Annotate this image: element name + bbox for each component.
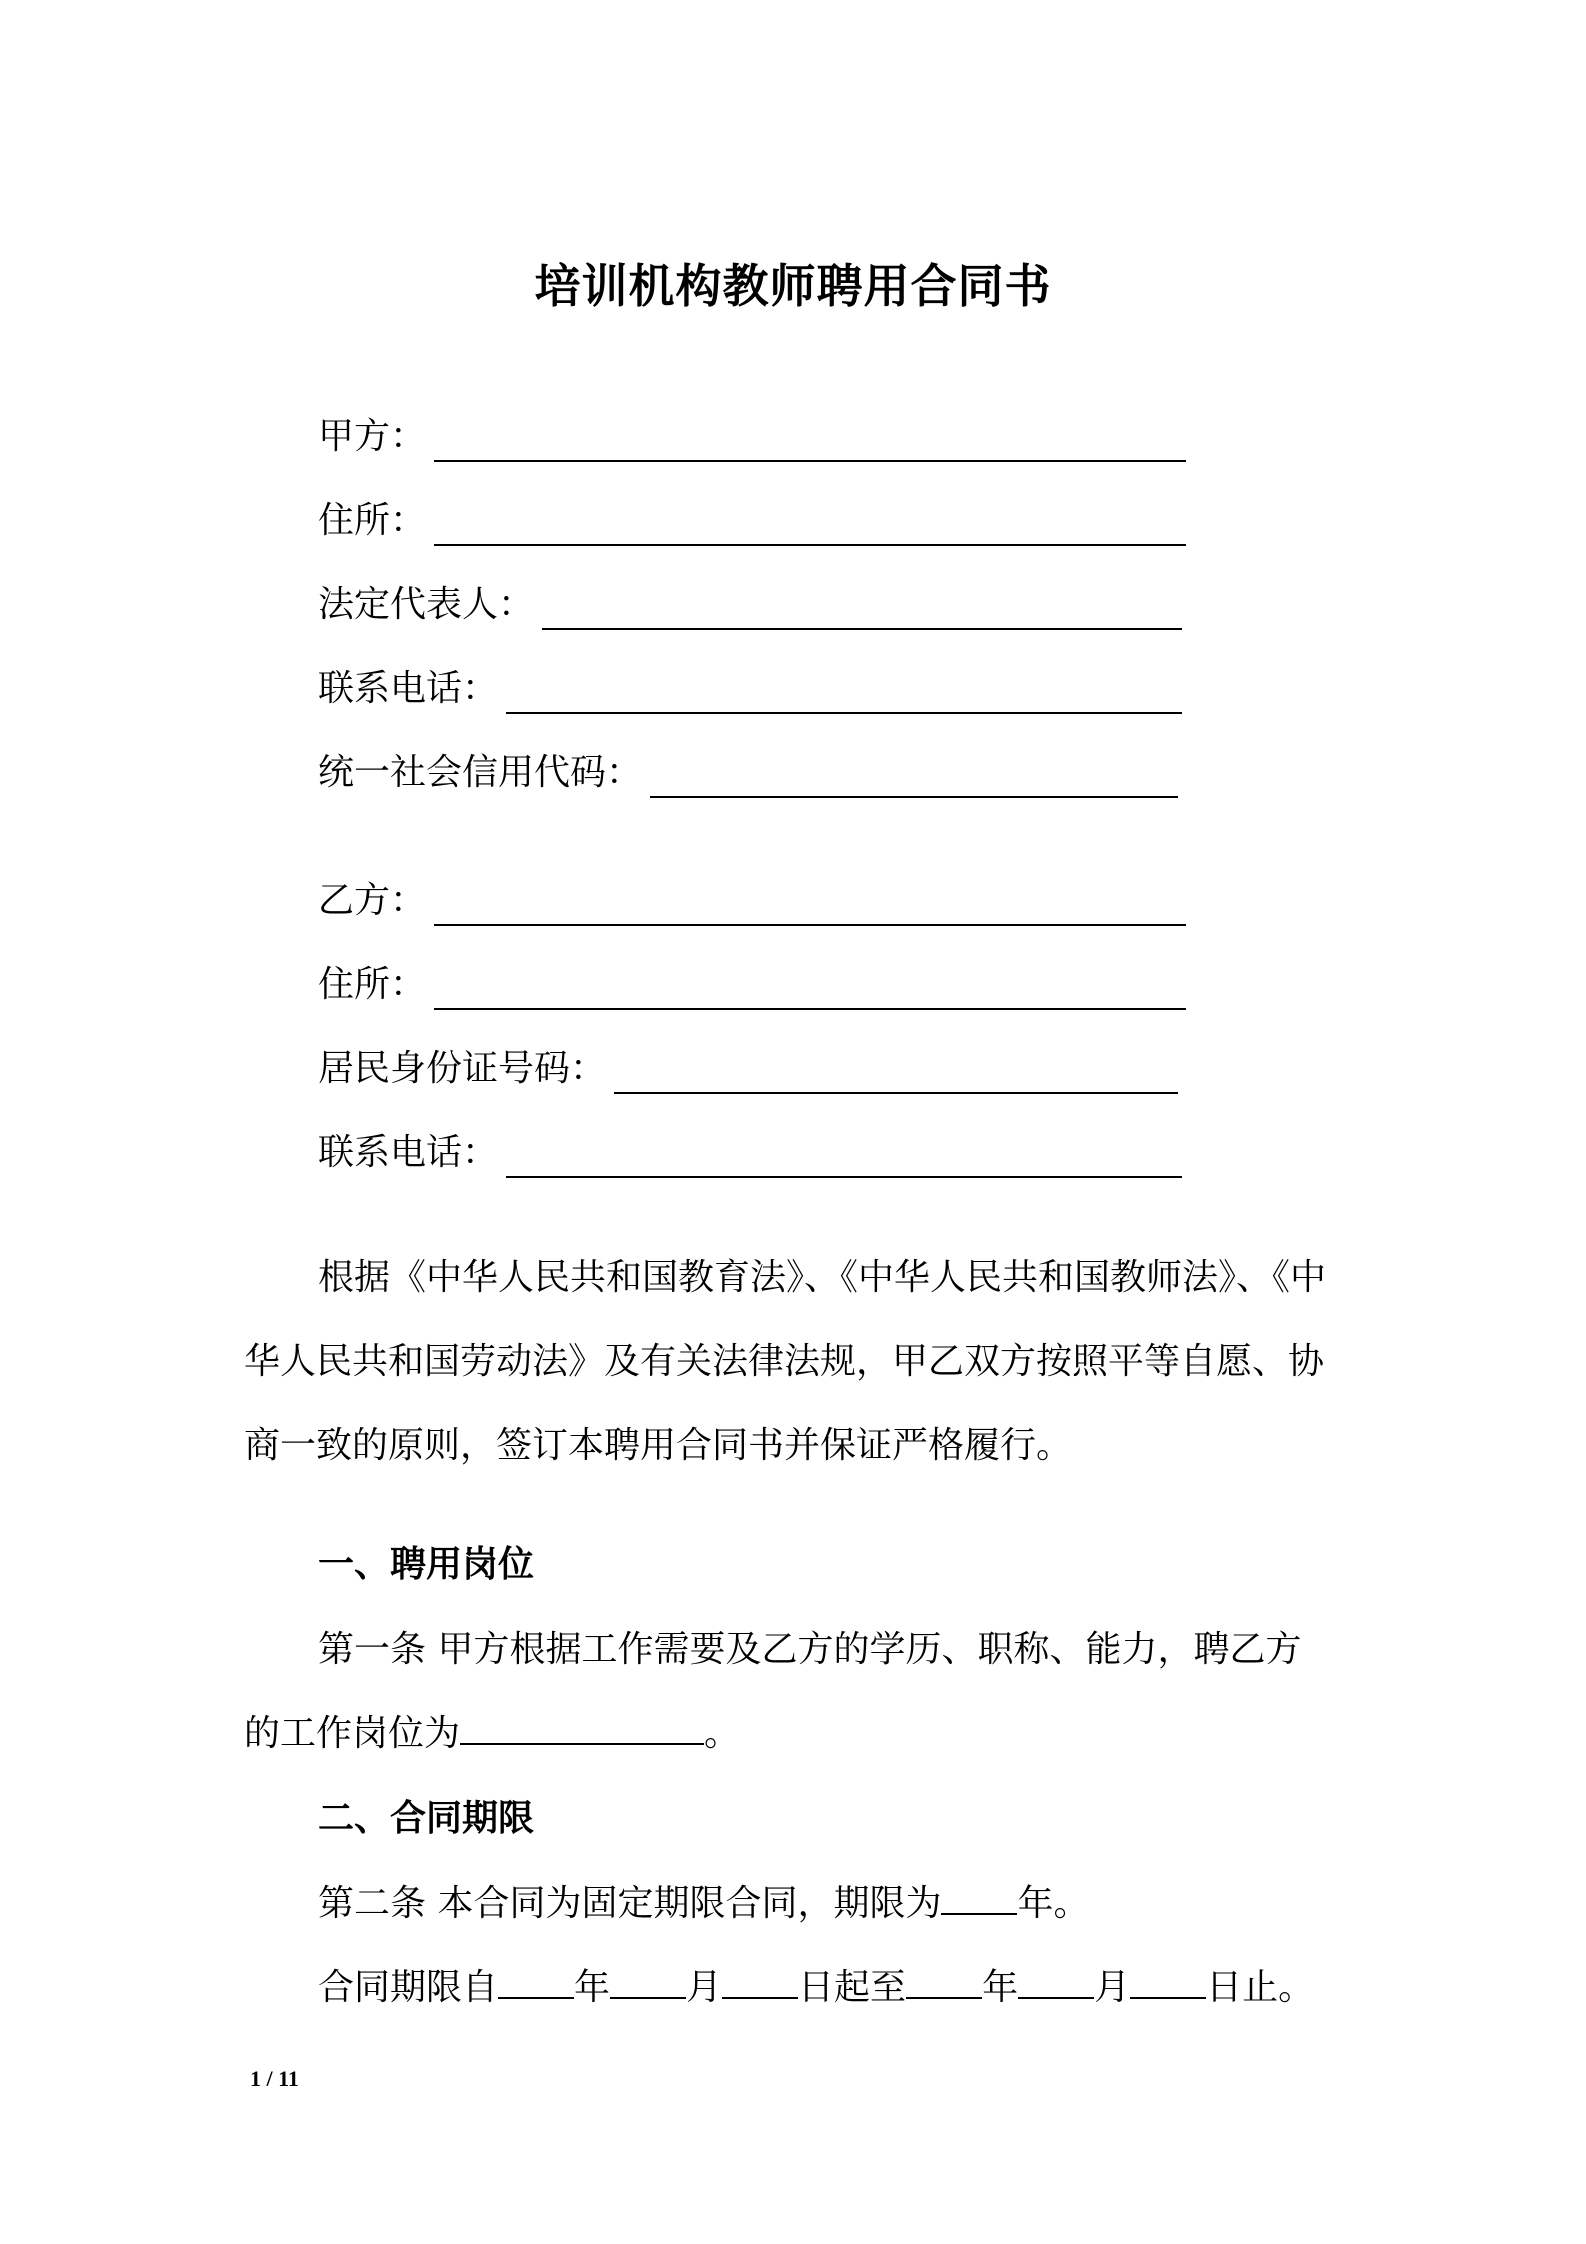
preamble-line-1: 根据《中华人民共和国教育法》、《中华人民共和国教师法》、《中 [318,1257,1327,1298]
start-year-label: 年 [574,1967,611,2008]
party-a-name-label: 甲方： [318,416,427,457]
party-b-id-field [318,1044,1178,1094]
start-day-blank[interactable] [722,1957,798,1999]
position-blank[interactable] [460,1703,704,1745]
start-day-to-label: 日起至 [798,1967,907,2008]
section-2-heading: 二、合同期限 [318,1798,535,1839]
party-a-address-field [318,496,1186,546]
party-b-id-blank[interactable] [614,1048,1178,1094]
party-b-name-blank[interactable] [434,880,1186,926]
end-day-blank[interactable] [1130,1957,1206,1999]
party-a-credit-code-field [318,748,1178,798]
party-a-phone-field [318,664,1182,714]
start-month-label: 月 [686,1967,723,2008]
party-b-address-label: 住所： [318,964,427,1005]
section-1-heading: 一、聘用岗位 [318,1544,535,1585]
party-b-name-field [318,876,1186,926]
page-number: 1 / 11 [250,2066,299,2091]
party-b-id-label: 居民身份证号码： [318,1048,607,1089]
party-b-address-blank[interactable] [434,964,1186,1010]
party-b-phone-blank[interactable] [506,1132,1182,1178]
end-year-label: 年 [982,1967,1019,2008]
article-2-prefix: 第二条 本合同为固定期限合同，期限为 [318,1883,942,1924]
party-b-name-label: 乙方： [318,880,427,921]
article-2-suffix: 年。 [1017,1883,1090,1924]
party-b-phone-field [318,1128,1182,1178]
party-a-legal-rep-field [318,580,1182,630]
article-1-line-1: 第一条 甲方根据工作需要及乙方的学历、职称、能力，聘乙方 [318,1629,1302,1670]
term-dates-line [244,1946,1356,2030]
party-a-phone-blank[interactable] [506,668,1182,714]
party-a-credit-code-label: 统一社会信用代码： [318,752,643,793]
end-day-label: 日止。 [1206,1967,1315,2008]
article-1-line-2 [244,1692,1356,1776]
article-1-position-suffix: 。 [704,1713,741,1754]
party-a-credit-code-blank[interactable] [650,752,1178,798]
end-month-blank[interactable] [1018,1957,1094,1999]
document-title: 培训机构教师聘用合同书 [534,259,1052,313]
party-a-phone-label: 联系电话： [318,668,499,709]
party-a-name-field [318,412,1186,462]
end-month-label: 月 [1094,1967,1131,2008]
preamble-line-3: 商一致的原则，签订本聘用合同书并保证严格履行。 [244,1425,1073,1466]
term-years-blank[interactable] [941,1873,1017,1915]
preamble-line-2: 华人民共和国劳动法》及有关法律法规，甲乙双方按照平等自愿、协 [244,1341,1325,1382]
party-a-name-blank[interactable] [434,416,1186,462]
article-2-line [244,1862,1356,1946]
party-b-phone-label: 联系电话： [318,1132,499,1173]
start-year-blank[interactable] [498,1957,574,1999]
start-month-blank[interactable] [610,1957,686,1999]
party-a-legal-rep-label: 法定代表人： [318,584,535,625]
party-b-address-field [318,960,1186,1010]
party-a-address-label: 住所： [318,500,427,541]
party-a-legal-rep-blank[interactable] [542,584,1182,630]
term-from-label: 合同期限自 [318,1967,499,2008]
article-1-position-prefix: 的工作岗位为 [244,1713,461,1754]
party-a-address-blank[interactable] [434,500,1186,546]
end-year-blank[interactable] [906,1957,982,1999]
